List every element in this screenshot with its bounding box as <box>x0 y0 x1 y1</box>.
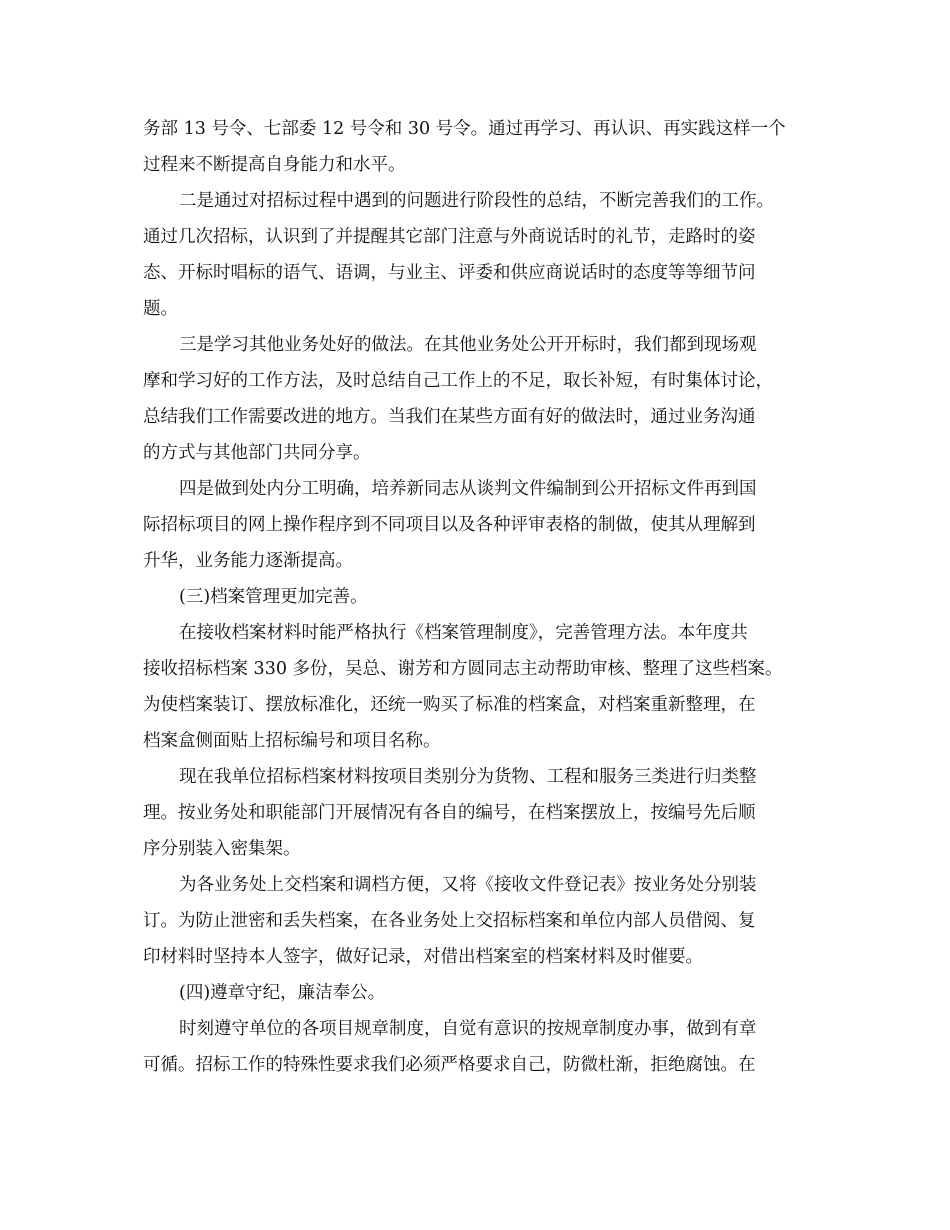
text-line: 升华，业务能力逐渐提高。 <box>143 551 353 571</box>
paragraph-start-line: 四是做到处内分工明确，培养新同志从谈判文件编制到公开招标文件再到国 <box>179 479 757 499</box>
paragraph-start-line: 现在我单位招标档案材料按项目类别分为货物、工程和服务三类进行归类整 <box>179 767 757 787</box>
text-line: 题。 <box>143 299 178 319</box>
text-line: 印材料时坚持本人签字，做好记录，对借出档案室的档案材料及时催要。 <box>143 947 703 967</box>
text-line: 订。为防止泄密和丢失档案，在各业务处上交招标档案和单位内部人员借阅、复 <box>143 911 756 931</box>
paragraph-start-line: 三是学习其他业务处好的做法。在其他业务处公开开标时，我们都到现场观 <box>179 335 757 355</box>
text-line: 总结我们工作需要改进的地方。当我们在某些方面有好的做法时，通过业务沟通 <box>143 407 756 427</box>
text-line: 的方式与其他部门共同分享。 <box>143 443 371 463</box>
text-line: 摩和学习好的工作方法，及时总结自己工作上的不足，取长补短，有时集体讨论， <box>143 371 773 391</box>
section-heading: (三)档案管理更加完善。 <box>179 587 368 607</box>
text-line: 序分别装入密集架。 <box>143 839 301 859</box>
text-line: 通过几次招标，认识到了并提醒其它部门注意与外商说话时的礼节，走路时的姿 <box>143 227 756 247</box>
section-heading: (四)遵章守纪，廉洁奉公。 <box>179 983 386 1003</box>
text-line: 档案盒侧面贴上招标编号和项目名称。 <box>143 731 441 751</box>
document-body <box>143 111 813 1083</box>
text-line: 际招标项目的网上操作程序到不同项目以及各种评审表格的制做，使其从理解到 <box>143 515 756 535</box>
text-line: 务部 13 号令、七部委 12 号令和 30 号令。通过再学习、再认识、再实践这样一个 <box>143 119 786 139</box>
text-line: 理。按业务处和职能部门开展情况有各自的编号，在档案摆放上，按编号先后顺 <box>143 803 756 823</box>
text-line: 接收招标档案 330 多份，吴总、谢芳和方圆同志主动帮助审核、整理了这些档案。 <box>143 659 783 679</box>
text-line: 态、开标时唱标的语气、语调，与业主、评委和供应商说话时的态度等等细节问 <box>143 263 756 283</box>
paragraph-start-line: 二是通过对招标过程中遇到的问题进行阶段性的总结，不断完善我们的工作。 <box>179 191 774 211</box>
text-line: 为使档案装订、摆放标准化，还统一购买了标准的档案盒，对档案重新整理，在 <box>143 695 756 715</box>
text-line: 可循。招标工作的特殊性要求我们必须严格要求自己，防微杜渐，拒绝腐蚀。在 <box>143 1055 756 1075</box>
paragraph-start-line: 为各业务处上交档案和调档方便，又将《接收文件登记表》按业务处分别装 <box>179 875 757 895</box>
text-line: 过程来不断提高自身能力和水平。 <box>143 155 406 175</box>
paragraph-start-line: 在接收档案材料时能严格执行《档案管理制度》，完善管理方法。本年度共 <box>179 623 748 643</box>
paragraph-start-line: 时刻遵守单位的各项目规章制度，自觉有意识的按规章制度办事，做到有章 <box>179 1019 757 1039</box>
